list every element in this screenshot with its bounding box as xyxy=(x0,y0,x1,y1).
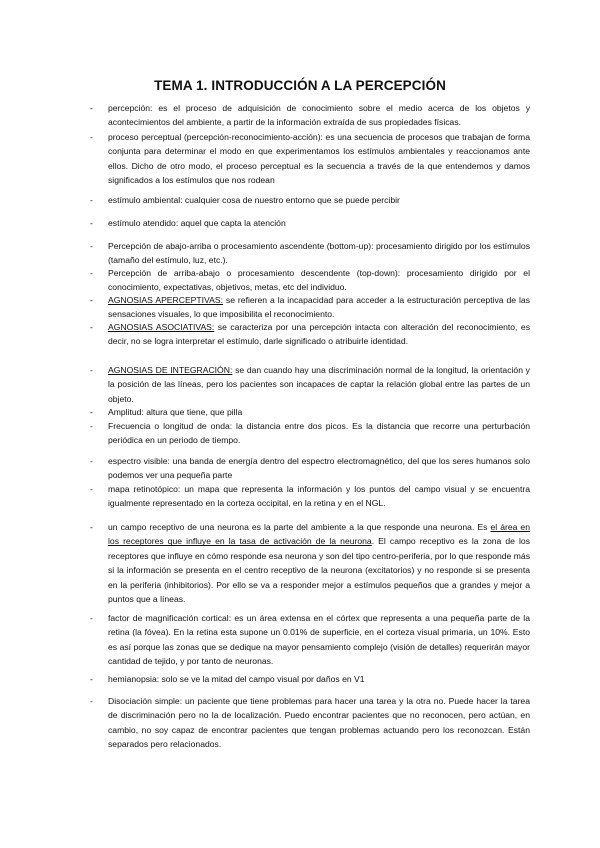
item-text: Disociación simple: un paciente que tiene problemas para hacer una tarea y la otra no. Puede hacer la tarea de discriminación pero no la de localización. Puedo encontrar pacientes que no reconocen, pero actúan, en cambio, no soy capaz de encontrar pacientes que tengan problemas actuando pero los reconozcan. Están separados pero relacionados. xyxy=(108,696,530,750)
list-item xyxy=(90,293,530,322)
list-item xyxy=(90,266,530,295)
bullet: - xyxy=(90,295,93,305)
item-text xyxy=(108,363,530,406)
item-text-part: un campo receptivo de una neurona es la parte del ambiente a la que responde una neurona. Es xyxy=(108,522,491,532)
item-text-part: . El campo receptivo es la zona de los receptores que influye en cómo responde esa neurona y son del tipo centro-periferia, por lo que responde más si la información se presenta en el centro receptivo de la neurona (excitatorios) y no responde si se presenta en la periferia (inhibitorios). Por ello se va a responder mejor a estímulos pequeños que a grandes y mejor a puntos que a líneas. xyxy=(108,536,530,605)
term-heading: AGNOSIAS ASOCIATIVAS: xyxy=(108,322,215,332)
term-heading: AGNOSIAS APERCEPTIVAS: xyxy=(108,295,223,305)
bullet: - xyxy=(90,268,93,278)
list-item xyxy=(90,454,530,483)
term-definition: se caracteriza por una percepción intacta con alteración del reconocimiento, es decir, no se logra interpretar el estímulo, darle significado o atribuirle identidad. xyxy=(108,322,530,347)
term-heading: AGNOSIAS DE INTEGRACIÓN: xyxy=(108,365,233,375)
list-item xyxy=(90,419,530,448)
item-text xyxy=(108,293,530,322)
item-text: factor de magnificación cortical: es un área extensa en el córtex que representa a una pequeña parte de la retina (la fóvea). En la retina esta supone un 0.01% de superficie, en el corteza visual primaria, un 10%. Esto es así porque las zonas que se dedique na mayor pensamiento complejo (visión de detalles) requerirán mayor cantidad de tejido, y por tanto de neuronas. xyxy=(108,613,530,667)
bullet: - xyxy=(90,195,93,205)
bullet: - xyxy=(90,407,93,417)
list-item xyxy=(90,482,530,511)
list-item xyxy=(90,672,530,686)
item-text: proceso perceptual (percepción-reconocimiento-acción): es una secuencia de procesos que trabajan de forma conjunta para determinar el modo en que experimentamos los estímulos ambientales y reaccionamos ante ellos. Dicho de otro modo, el proceso perceptual es la secuencia a través de la que entendemos y damos significados a los estímulos que nos rodean xyxy=(108,132,530,186)
list-item xyxy=(90,101,530,130)
bullet: - xyxy=(90,674,93,684)
list-item xyxy=(90,239,530,268)
item-text: Percepción de abajo-arriba o procesamiento ascendente (bottom-up): procesamiento dirigido por los estímulos (tamaño del estímulo, luz, etc.). xyxy=(108,241,530,266)
list-item xyxy=(90,216,530,230)
item-text: espectro visible: una banda de energía dentro del espectro electromagnético, del que los seres humanos solo podemos ver una pequeña parte xyxy=(108,456,530,481)
bullet: - xyxy=(90,241,93,251)
bullet: - xyxy=(90,522,93,532)
item-text xyxy=(108,320,530,349)
term-definition: se dan cuando hay una discriminación normal de la longitud, la orientación y la posición de las líneas, pero los pacientes son incapaces de captar la relación global entre las partes de un objeto. xyxy=(108,365,530,404)
bullet: - xyxy=(90,218,93,228)
bullet: - xyxy=(90,103,93,113)
bullet: - xyxy=(90,696,93,706)
list-item xyxy=(90,405,530,419)
item-text: Frecuencia o longitud de onda: la distancia entre dos picos. Es la distancia que recorre una perturbación periódica en un periodo de tiempo. xyxy=(108,421,530,446)
underlined-phrase: el área en los receptores que influye en la tasa de activación de la neurona xyxy=(108,522,530,547)
list-item xyxy=(90,363,530,406)
item-text: estímulo ambiental: cualquier cosa de nuestro entorno que se puede percibir xyxy=(108,195,400,205)
bullet: - xyxy=(90,421,93,431)
item-text: estímulo atendido: aquel que capta la atención xyxy=(108,218,286,228)
bullet: - xyxy=(90,456,93,466)
item-text: mapa retinotópico: un mapa que representa la información y los puntos del campo visual y se encuentra igualmente representado en la corteza occipital, en la retina y en el NGL. xyxy=(108,484,530,509)
bullet: - xyxy=(90,322,93,332)
item-text: Amplitud: altura que tiene, que pilla xyxy=(108,407,243,417)
list-item xyxy=(90,130,530,188)
list-item xyxy=(90,320,530,349)
item-text: Percepción de arriba-abajo o procesamiento descendente (top-down): procesamiento dirigido por el conocimiento, expectativas, objetivos, metas, etc del individuo. xyxy=(108,268,530,293)
bullet: - xyxy=(90,484,93,494)
list-item xyxy=(90,193,530,207)
list-item xyxy=(90,694,530,752)
list-item xyxy=(90,611,530,669)
item-text: hemianopsia: solo se ve la mitad del campo visual por daños en V1 xyxy=(108,674,365,684)
list-item xyxy=(90,520,530,606)
page-title: TEMA 1. INTRODUCCIÓN A LA PERCEPCIÓN xyxy=(154,78,446,93)
term-definition: se refieren a la incapacidad para acceder a la estructuración perceptiva de las sensaciones visuales, lo que imposibilita el reconocimiento. xyxy=(108,295,530,320)
bullet: - xyxy=(90,613,93,623)
bullet: - xyxy=(90,132,93,142)
item-text: percepción: es el proceso de adquisición de conocimiento sobre el medio acerca de los objetos y acontecimientos del ambiente, a partir de la información extraída de sus propiedades físicas. xyxy=(108,103,530,128)
item-text xyxy=(108,520,530,606)
bullet: - xyxy=(90,365,93,375)
